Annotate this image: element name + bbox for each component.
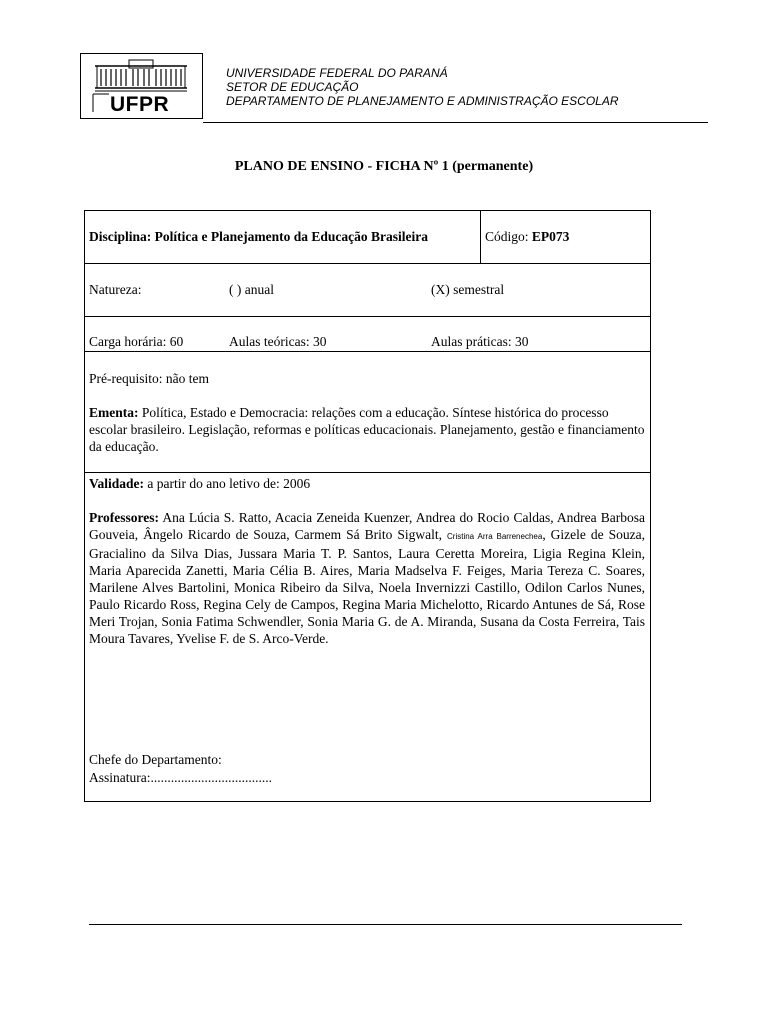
professors-label: Professores: xyxy=(89,510,159,525)
details-row xyxy=(85,473,650,801)
sector-name: SETOR DE EDUCAÇÃO xyxy=(226,80,359,94)
header-divider xyxy=(203,122,708,123)
professors-list-part1: Ana Lúcia S. Ratto, Acacia Zeneida Kuenzer, Andrea do Rocio Caldas, Andrea Barbosa Gouveia, Ângelo Ricardo de Souza, Carmem Sá Brito Sigwalt, xyxy=(89,510,645,542)
professors-block xyxy=(89,509,645,647)
prerequisite: Pré-requisito: não tem xyxy=(89,371,209,386)
ementa-text: Política, Estado e Democracia: relações com a educação. Síntese histórica do processo escolar brasileiro. Legislação, reformas e políticas educacionais. Planejamento, gestão e financiamento da educação. xyxy=(89,405,645,454)
workload-total: Carga horária: 60 xyxy=(89,334,184,349)
natureza-label: Natureza: xyxy=(89,282,142,297)
code-label: Código: xyxy=(485,229,529,244)
validity xyxy=(89,475,645,492)
validity-text: a partir do ano letivo de: 2006 xyxy=(147,476,311,491)
department-head: Chefe do Departamento: xyxy=(89,752,222,767)
option-anual: ( ) anual xyxy=(229,282,274,297)
professors-list-part2: , Gizele de Souza, Gracialino da Silva Dias, Jussara Maria T. P. Santos, Laura Ceretta Moreira, Ligia Regina Klein, Maria Aparecida Zanetti, Maria Célia B. Aires, Maria Madselva F. Feiges, Maria Tereza C. Soares, Marilene Alves Bartolini, Monica Ribeiro da Silva, Noela Invernizzi Castillo, Odilon Carlos Nunes, Paulo Ricardo Ross, Regina Cely de Campos, Regina Maria Michelotto, Ricardo Antunes de Sá, Rose Meri Trojan, Sonia Fatima Schwendler, Sonia Maria G. de A. Miranda, Susana da Costa Ferreira, Tais Moura Tavares, Yvelise F. de S. Arco-Verde. xyxy=(89,527,646,646)
department-name: DEPARTAMENTO DE PLANEJAMENTO E ADMINISTRAÇÃO ESCOLAR xyxy=(226,94,619,108)
column-divider xyxy=(480,211,481,264)
discipline-row xyxy=(85,211,650,264)
institution-header xyxy=(226,66,619,108)
validity-label: Validade: xyxy=(89,476,145,491)
signature-line: Assinatura:.................................... xyxy=(89,770,272,785)
ementa-label: Ementa: xyxy=(89,405,139,420)
workload-row xyxy=(85,317,650,352)
logo-text: UFPR xyxy=(110,93,170,116)
discipline-label: Disciplina: Política e Planejamento da Educação Brasileira xyxy=(89,229,428,244)
document-title: PLANO DE ENSINO - FICHA Nº 1 (permanente) xyxy=(234,159,534,174)
course-plan-form xyxy=(84,210,651,802)
ufpr-logo xyxy=(80,53,203,119)
ementa-block xyxy=(89,404,645,455)
theory-classes: Aulas teóricas: 30 xyxy=(229,334,327,349)
code-field xyxy=(485,229,569,245)
syllabus-row xyxy=(85,352,650,473)
code-value: EP073 xyxy=(531,229,570,244)
professors-small-name: Cristina Arra Barrenechea xyxy=(447,532,543,541)
footer-divider xyxy=(89,924,682,925)
university-name: UNIVERSIDADE FEDERAL DO PARANÁ xyxy=(226,66,448,80)
option-semestral: (X) semestral xyxy=(431,282,505,297)
practical-classes: Aulas práticas: 30 xyxy=(431,334,529,349)
natureza-row xyxy=(85,264,650,317)
